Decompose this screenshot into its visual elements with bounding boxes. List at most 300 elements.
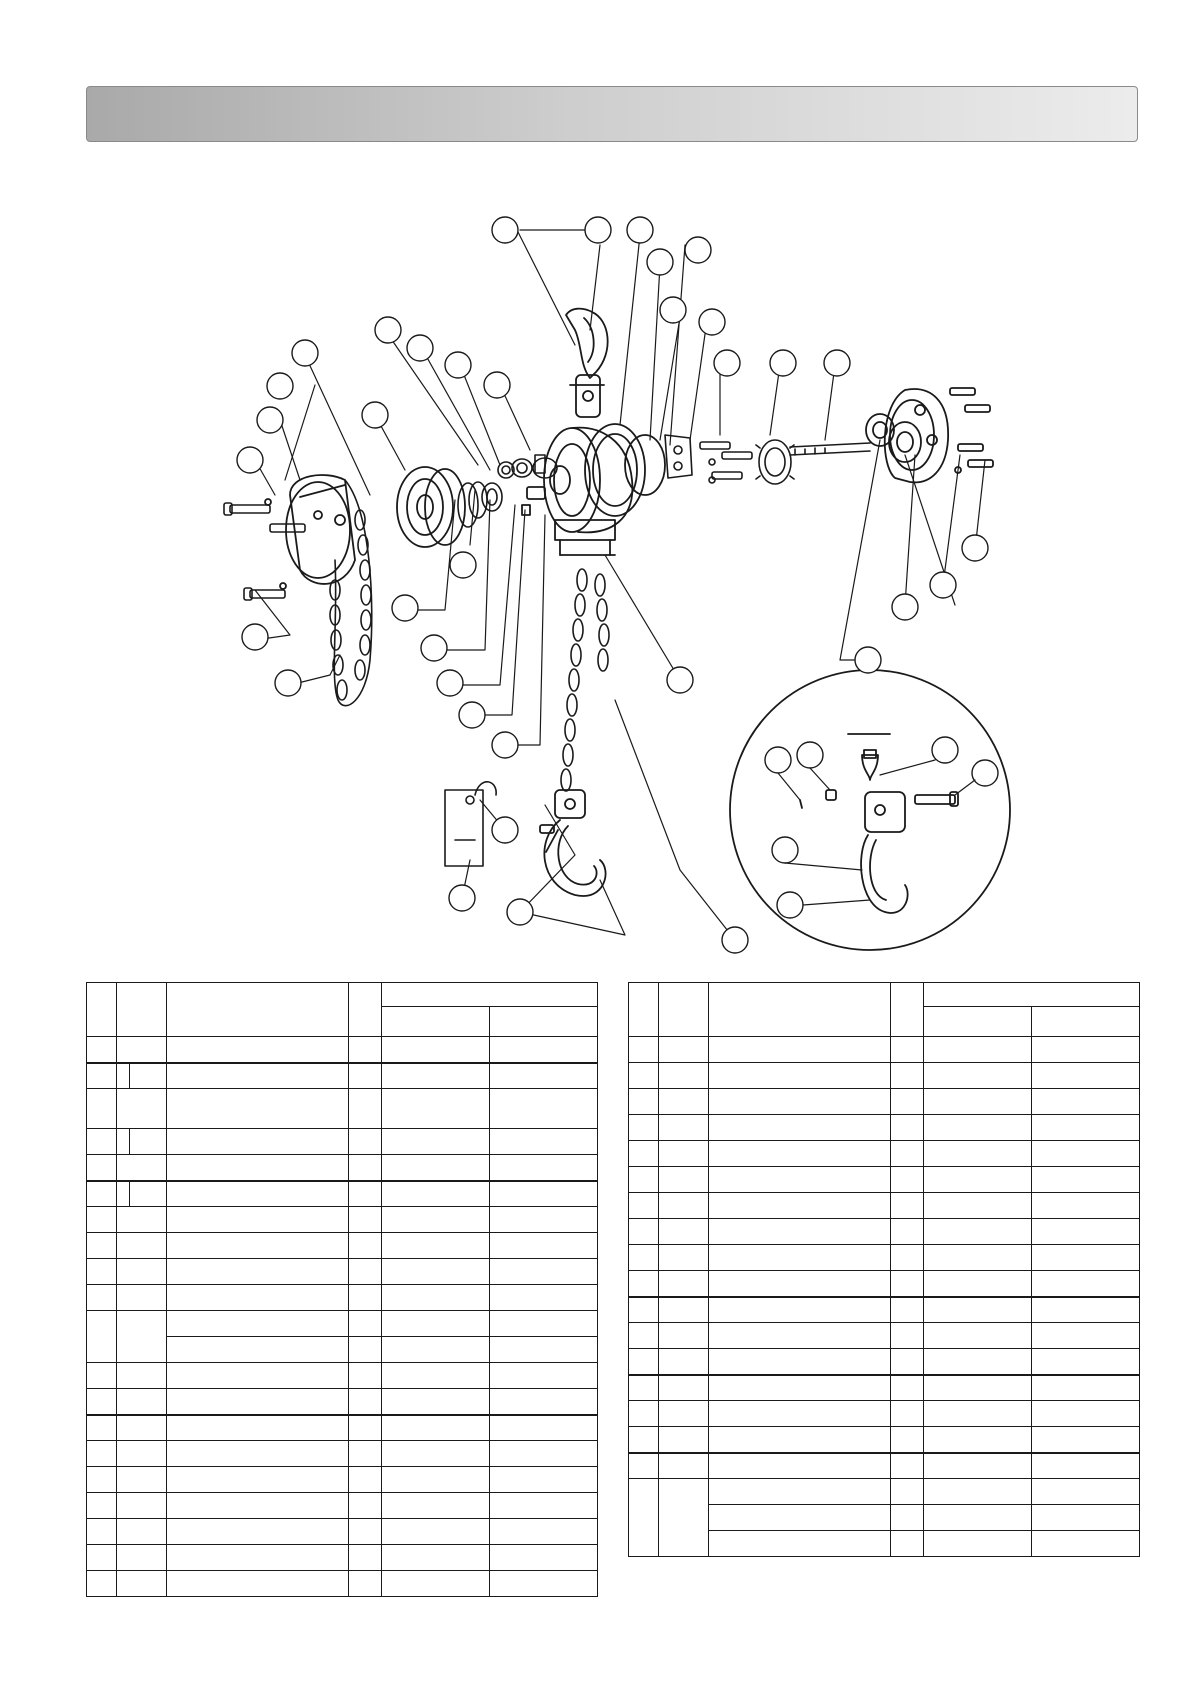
table-cell	[87, 1467, 117, 1493]
table-cell	[924, 1323, 1032, 1349]
table-header-row	[629, 983, 1140, 1007]
table-cell	[924, 1453, 1032, 1479]
table-cell	[629, 1115, 659, 1141]
table-cell	[490, 1545, 598, 1571]
table-cell	[1032, 1505, 1140, 1531]
table-cell	[117, 1233, 167, 1259]
table-cell	[382, 1441, 490, 1467]
table-cell	[167, 1467, 349, 1493]
table-row	[629, 1271, 1140, 1297]
table-cell	[891, 1167, 924, 1193]
table-row	[87, 1063, 598, 1089]
table-cell	[659, 1193, 709, 1219]
table-cell	[382, 1129, 490, 1155]
table-row	[87, 1545, 598, 1571]
table-cell	[167, 1389, 349, 1415]
table-cell	[709, 1401, 891, 1427]
table-row	[87, 1415, 598, 1441]
table-cell	[490, 1441, 598, 1467]
table-cell	[87, 1545, 117, 1571]
callout-circle	[242, 624, 268, 650]
table-cell	[629, 1479, 659, 1557]
table-cell	[924, 1063, 1032, 1089]
table-cell	[382, 1363, 490, 1389]
table-cell	[117, 1181, 167, 1207]
table-cell	[349, 1363, 382, 1389]
table-cell	[924, 1245, 1032, 1271]
table-cell	[1032, 1063, 1140, 1089]
table-cell	[891, 1037, 924, 1063]
table-row	[87, 1129, 598, 1155]
callout-circle	[777, 892, 803, 918]
callout-circle	[930, 572, 956, 598]
table-cell	[629, 1245, 659, 1271]
table-cell	[709, 1323, 891, 1349]
table-cell	[349, 1259, 382, 1285]
table-cell	[659, 1219, 709, 1245]
table-cell	[382, 1545, 490, 1571]
table-cell	[924, 1141, 1032, 1167]
table-cell	[382, 983, 598, 1007]
table-cell	[891, 1193, 924, 1219]
table-cell	[1032, 1479, 1140, 1505]
table-cell	[891, 1427, 924, 1453]
table-cell	[891, 1531, 924, 1557]
table-cell	[382, 1233, 490, 1259]
table-cell	[924, 983, 1140, 1007]
callout-circle	[962, 535, 988, 561]
table-cell	[659, 1141, 709, 1167]
table-cell	[659, 1297, 709, 1323]
table-cell	[490, 1467, 598, 1493]
table-cell	[629, 1453, 659, 1479]
callout-circle	[445, 352, 471, 378]
table-cell	[659, 1167, 709, 1193]
table-row	[87, 1037, 598, 1063]
callout-circle	[585, 217, 611, 243]
table-cell	[924, 1297, 1032, 1323]
callout-circle	[407, 335, 433, 361]
table-row	[87, 1389, 598, 1415]
side-plate	[665, 435, 752, 483]
table-cell	[167, 1571, 349, 1597]
table-cell	[709, 1349, 891, 1375]
table-row	[629, 1245, 1140, 1271]
table-cell	[659, 1375, 709, 1401]
table-row	[87, 1493, 598, 1519]
table-cell	[382, 1037, 490, 1063]
table-cell	[490, 1571, 598, 1597]
table-cell	[117, 1415, 167, 1441]
table-cell	[382, 1007, 490, 1037]
table-cell	[87, 1089, 117, 1129]
table-cell	[709, 1141, 891, 1167]
table-row	[629, 1167, 1140, 1193]
table-cell	[1032, 1037, 1140, 1063]
table-cell	[117, 1155, 167, 1181]
table-cell	[87, 1037, 117, 1063]
table-cell	[924, 1219, 1032, 1245]
table-cell	[659, 1245, 709, 1271]
table-cell	[924, 1505, 1032, 1531]
table-row	[629, 1115, 1140, 1141]
table-row	[629, 1375, 1140, 1401]
gear-cover	[866, 388, 993, 482]
table-cell	[167, 1063, 349, 1089]
table-cell	[382, 1415, 490, 1441]
table-cell	[629, 1193, 659, 1219]
callout-circle	[772, 837, 798, 863]
table-cell	[709, 1479, 891, 1505]
table-cell	[924, 1115, 1032, 1141]
callout-circle	[492, 817, 518, 843]
table-cell	[1032, 1141, 1140, 1167]
callout-circle	[421, 635, 447, 661]
table-cell	[1032, 1219, 1140, 1245]
table-cell	[87, 1519, 117, 1545]
table-cell	[117, 1545, 167, 1571]
table-cell	[87, 1311, 117, 1363]
callout-circle	[450, 552, 476, 578]
table-cell	[349, 983, 382, 1037]
top-hook	[566, 309, 608, 417]
table-row	[87, 1181, 598, 1207]
table-cell	[167, 1363, 349, 1389]
table-cell	[1032, 1271, 1140, 1297]
callout-circle	[699, 309, 725, 335]
table-cell	[709, 1297, 891, 1323]
table-cell	[490, 1063, 598, 1089]
table-row	[87, 1207, 598, 1233]
table-cell	[167, 1181, 349, 1207]
table-cell	[490, 1337, 598, 1363]
table-row	[87, 1363, 598, 1389]
table-row	[87, 1311, 598, 1337]
callout-circle	[392, 595, 418, 621]
table-cell	[924, 1089, 1032, 1115]
table-cell	[167, 1337, 349, 1363]
table-cell	[117, 1441, 167, 1467]
table-cell	[382, 1259, 490, 1285]
table-cell	[167, 1129, 349, 1155]
callout-circle	[667, 667, 693, 693]
table-row	[629, 1063, 1140, 1089]
callout-circle	[855, 647, 881, 673]
callout-circle	[770, 350, 796, 376]
hand-chain	[330, 480, 372, 706]
table-cell	[1032, 1167, 1140, 1193]
table-cell	[490, 1007, 598, 1037]
callout-circle	[437, 670, 463, 696]
table-cell	[167, 1285, 349, 1311]
table-cell	[891, 1401, 924, 1427]
table-row	[87, 1155, 598, 1181]
table-cell	[490, 1037, 598, 1063]
table-cell	[167, 1233, 349, 1259]
table-cell	[659, 1063, 709, 1089]
table-cell	[891, 1349, 924, 1375]
table-cell	[117, 1089, 167, 1129]
table-cell	[709, 983, 891, 1037]
table-cell	[87, 1259, 117, 1285]
table-cell	[924, 1401, 1032, 1427]
table-row	[629, 1323, 1140, 1349]
table-cell	[709, 1531, 891, 1557]
table-cell	[490, 1089, 598, 1129]
table-cell	[349, 1467, 382, 1493]
table-cell	[924, 1193, 1032, 1219]
table-cell	[659, 1427, 709, 1453]
table-row	[629, 1219, 1140, 1245]
table-cell	[1032, 1453, 1140, 1479]
table-cell	[167, 1259, 349, 1285]
table-cell	[659, 1115, 709, 1141]
table-cell	[1032, 1427, 1140, 1453]
table-cell	[117, 1519, 167, 1545]
table-cell	[349, 1545, 382, 1571]
gear-shaft	[756, 440, 870, 484]
table-cell	[709, 1193, 891, 1219]
table-cell	[349, 1311, 382, 1337]
table-cell	[709, 1453, 891, 1479]
table-cell	[1032, 1245, 1140, 1271]
table-cell	[659, 1037, 709, 1063]
table-cell	[709, 1427, 891, 1453]
table-cell	[382, 1389, 490, 1415]
table-cell	[1032, 1115, 1140, 1141]
table-cell	[490, 1493, 598, 1519]
table-cell	[891, 983, 924, 1037]
table-cell	[924, 1037, 1032, 1063]
callout-circle	[267, 373, 293, 399]
table-cell	[659, 1479, 709, 1557]
callout-circle	[685, 237, 711, 263]
table-cell	[87, 1415, 117, 1441]
table-cell	[167, 1493, 349, 1519]
table-cell	[490, 1389, 598, 1415]
table-cell	[659, 1453, 709, 1479]
table-cell	[349, 1089, 382, 1129]
table-row	[629, 1479, 1140, 1505]
table-cell	[349, 1415, 382, 1441]
callout-circle	[292, 340, 318, 366]
table-cell	[349, 1519, 382, 1545]
table-cell	[87, 1129, 117, 1155]
callout-circle	[824, 350, 850, 376]
table-cell	[167, 1311, 349, 1337]
table-cell	[1032, 1323, 1140, 1349]
table-cell	[117, 1285, 167, 1311]
table-cell	[709, 1375, 891, 1401]
table-row	[629, 1349, 1140, 1375]
load-chain	[561, 569, 609, 791]
table-cell	[349, 1337, 382, 1363]
table-cell	[349, 1389, 382, 1415]
table-cell	[117, 983, 167, 1037]
table-cell	[87, 1493, 117, 1519]
table-cell	[349, 1441, 382, 1467]
table-cell	[167, 1155, 349, 1181]
table-cell	[349, 1129, 382, 1155]
table-cell	[629, 1089, 659, 1115]
table-cell	[629, 1349, 659, 1375]
table-cell	[1032, 1193, 1140, 1219]
table-cell	[382, 1467, 490, 1493]
table-cell	[167, 1207, 349, 1233]
table-cell	[87, 1363, 117, 1389]
table-row	[87, 1467, 598, 1493]
table-cell	[629, 1323, 659, 1349]
table-cell	[891, 1479, 924, 1505]
table-cell	[117, 1493, 167, 1519]
table-cell	[87, 1233, 117, 1259]
table-cell	[924, 1271, 1032, 1297]
table-cell	[1032, 1375, 1140, 1401]
table-row	[87, 1519, 598, 1545]
table-cell	[891, 1063, 924, 1089]
table-cell	[629, 1037, 659, 1063]
table-cell	[490, 1519, 598, 1545]
table-cell	[117, 1571, 167, 1597]
table-cell	[490, 1207, 598, 1233]
callout-circle	[362, 402, 388, 428]
table-cell	[117, 1363, 167, 1389]
table-row	[629, 1141, 1140, 1167]
table-cell	[891, 1089, 924, 1115]
table-row	[629, 1089, 1140, 1115]
table-row	[629, 1453, 1140, 1479]
table-cell	[87, 1389, 117, 1415]
table-cell	[349, 1155, 382, 1181]
table-cell	[659, 983, 709, 1037]
table-cell	[490, 1311, 598, 1337]
table-cell	[629, 1219, 659, 1245]
table-row	[629, 1297, 1140, 1323]
table-cell	[629, 1401, 659, 1427]
table-cell	[87, 1207, 117, 1233]
table-cell	[891, 1505, 924, 1531]
table-cell	[629, 1063, 659, 1089]
table-cell	[709, 1115, 891, 1141]
callout-circle	[797, 742, 823, 768]
table-cell	[117, 1207, 167, 1233]
callout-circle	[507, 899, 533, 925]
table-cell	[382, 1519, 490, 1545]
table-cell	[490, 1363, 598, 1389]
table-cell	[891, 1245, 924, 1271]
table-cell	[87, 1155, 117, 1181]
table-cell	[709, 1505, 891, 1531]
table-cell	[629, 983, 659, 1037]
callout-circle	[459, 702, 485, 728]
table-cell	[349, 1233, 382, 1259]
table-cell	[924, 1479, 1032, 1505]
callout-circle	[492, 217, 518, 243]
tag	[445, 782, 496, 866]
callout-circle	[765, 747, 791, 773]
table-cell	[382, 1493, 490, 1519]
table-cell	[382, 1337, 490, 1363]
table-cell	[924, 1349, 1032, 1375]
table-cell	[117, 1129, 167, 1155]
table-cell	[167, 1545, 349, 1571]
table-cell	[167, 1089, 349, 1129]
callout-circle	[714, 350, 740, 376]
table-cell	[490, 1181, 598, 1207]
parts-table-left	[86, 982, 598, 1597]
table-row	[629, 1401, 1140, 1427]
table-cell	[891, 1297, 924, 1323]
table-cell	[924, 1007, 1032, 1037]
hoist-body	[522, 424, 665, 555]
table-cell	[490, 1233, 598, 1259]
table-cell	[709, 1037, 891, 1063]
table-cell	[167, 1519, 349, 1545]
table-row	[629, 1193, 1140, 1219]
callout-circle	[647, 249, 673, 275]
table-cell	[629, 1375, 659, 1401]
table-cell	[891, 1323, 924, 1349]
table-cell	[709, 1089, 891, 1115]
table-cell	[629, 1271, 659, 1297]
table-cell	[891, 1375, 924, 1401]
table-cell	[349, 1571, 382, 1597]
callout-circle	[972, 760, 998, 786]
table-cell	[1032, 1349, 1140, 1375]
table-cell	[490, 1259, 598, 1285]
inset-detail	[730, 670, 1010, 950]
table-cell	[87, 1441, 117, 1467]
table-cell	[659, 1271, 709, 1297]
table-cell	[117, 1063, 167, 1089]
table-row	[87, 1285, 598, 1311]
callout-circle	[722, 927, 748, 953]
table-row	[87, 1571, 598, 1597]
table-cell	[349, 1285, 382, 1311]
callout-circle	[449, 885, 475, 911]
table-row	[87, 1441, 598, 1467]
table-cell	[382, 1155, 490, 1181]
table-cell	[629, 1141, 659, 1167]
table-cell	[382, 1311, 490, 1337]
table-cell	[1032, 1531, 1140, 1557]
table-cell	[167, 1037, 349, 1063]
table-row	[629, 1427, 1140, 1453]
table-cell	[490, 1129, 598, 1155]
table-cell	[709, 1271, 891, 1297]
table-cell	[891, 1115, 924, 1141]
table-cell	[709, 1245, 891, 1271]
table-cell	[891, 1271, 924, 1297]
table-cell	[167, 1441, 349, 1467]
table-cell	[117, 1311, 167, 1363]
callout-circle	[257, 407, 283, 433]
table-cell	[924, 1167, 1032, 1193]
table-cell	[87, 1285, 117, 1311]
callout-circle	[660, 297, 686, 323]
callout-circle	[627, 217, 653, 243]
table-cell	[629, 1297, 659, 1323]
table-cell	[924, 1375, 1032, 1401]
table-cell	[349, 1063, 382, 1089]
table-cell	[1032, 1297, 1140, 1323]
table-cell	[117, 1467, 167, 1493]
parts-table-right	[628, 982, 1140, 1557]
table-cell	[924, 1427, 1032, 1453]
table-header-row	[87, 983, 598, 1007]
table-cell	[117, 1389, 167, 1415]
table-cell	[1032, 1007, 1140, 1037]
